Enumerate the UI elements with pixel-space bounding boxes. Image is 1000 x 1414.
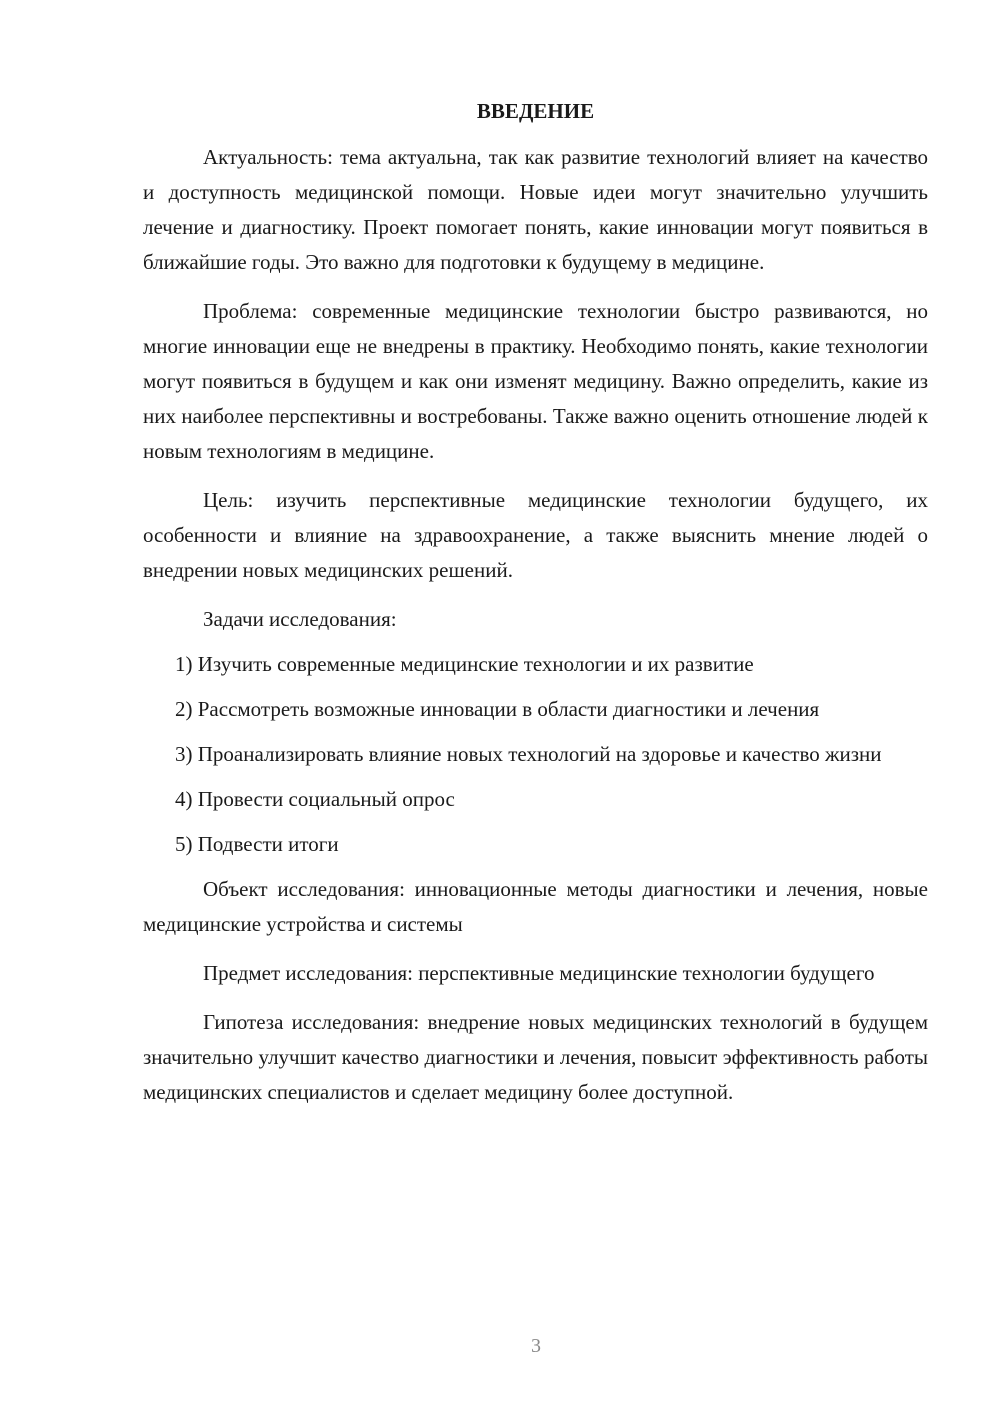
object-paragraph: Объект исследования: инновационные методы диагностики и лечения, новые медицинские устройства и системы [143, 877, 928, 936]
task-item: 3) Проанализировать влияние новых технологий на здоровье и качество жизни [175, 742, 882, 766]
task-item: 1) Изучить современные медицинские технологии и их развитие [175, 652, 754, 676]
document-page [143, 96, 928, 1110]
task-item: 2) Рассмотреть возможные инновации в области диагностики и лечения [175, 697, 820, 721]
hypothesis-paragraph: Гипотеза исследования: внедрение новых медицинских технологий в будущем значительно улучшит качество диагностики и лечения, повысит эффективность работы медицинских специалистов и сделает медицину более доступной. [143, 1010, 928, 1104]
subject-paragraph: Предмет исследования: перспективные медицинские технологии будущего [203, 961, 875, 985]
goal-paragraph: Цель: изучить перспективные медицинские технологии будущего, их особенности и влияние на здравоохранение, а также выяснить мнение людей о внедрении новых медицинских решений. [143, 488, 928, 582]
page-title: ВВЕДЕНИЕ [476, 99, 595, 123]
page-number: 3 [531, 1335, 541, 1357]
task-item: 4) Провести социальный опрос [175, 787, 455, 811]
problem-paragraph: Проблема: современные медицинские технологии быстро развиваются, но многие инновации еще не внедрены в практику. Необходимо понять, какие технологии могут появиться в будущем и как они изменят медицину. Важно определить, какие из них наиболее перспективны и востребованы. Также важно оценить отношение людей к новым технологиям в медицине. [143, 299, 928, 463]
tasks-heading: Задачи исследования: [203, 607, 397, 631]
task-item: 5) Подвести итоги [175, 832, 339, 856]
relevance-paragraph: Актуальность: тема актуальна, так как развитие технологий влияет на качество и доступность медицинской помощи. Новые идеи могут значительно улучшить лечение и диагностику. Проект помогает понять, какие инновации могут появиться в ближайшие годы. Это важно для подготовки к будущему в медицине. [143, 145, 928, 274]
